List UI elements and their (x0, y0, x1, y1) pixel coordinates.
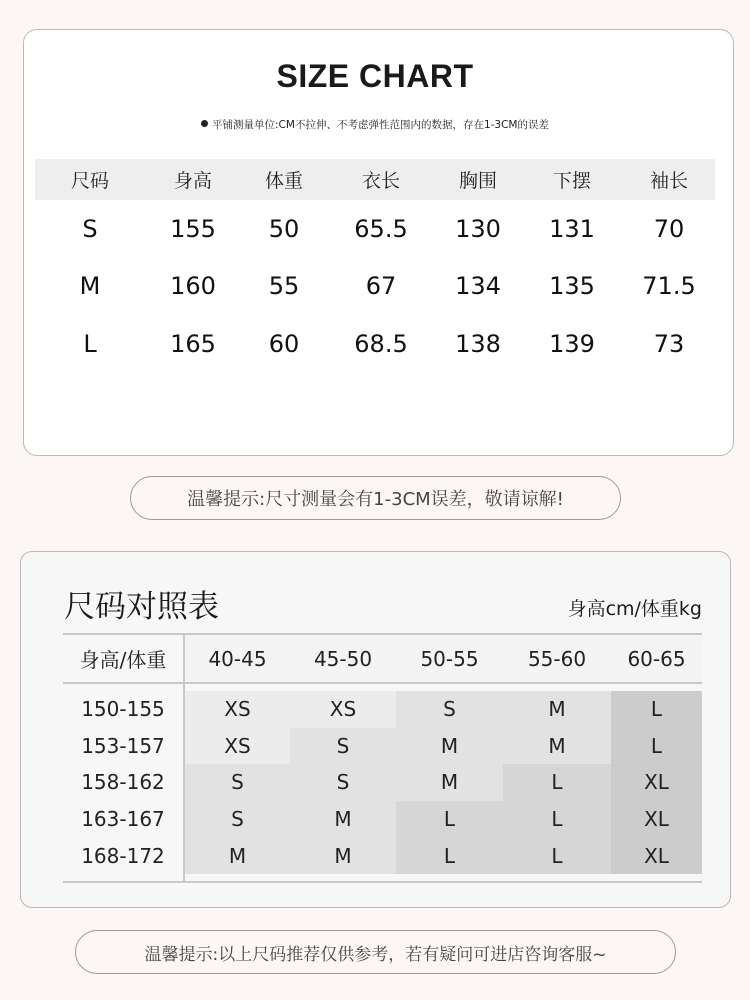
size-value-cell: 73 (653, 329, 685, 358)
corner-cell: 身高/体重 (63, 635, 185, 682)
header-cell: 下摆 (552, 170, 591, 192)
weight-header: 60-65 (611, 635, 702, 682)
recommended-size-cell: M (396, 764, 503, 801)
height-range-cell: 168-172 (63, 837, 185, 874)
size-value-cell: 134 (455, 272, 501, 301)
size-label-cell: S (82, 214, 98, 243)
comparison-header (63, 633, 702, 684)
header-cell: 袖长 (649, 170, 688, 192)
recommended-size-cell: M (396, 728, 503, 765)
size-table-header (35, 159, 715, 200)
recommended-size-cell: M (290, 837, 396, 874)
comparison-table (63, 633, 702, 883)
size-value-cell: 139 (549, 329, 595, 358)
recommended-size-cell: M (290, 801, 396, 838)
size-value-cell: 67 (365, 272, 397, 301)
comparison-row (63, 764, 702, 801)
size-value-cell: 71.5 (642, 272, 696, 301)
comparison-unit: 身高cm/体重kg (567, 598, 702, 620)
recommended-size-cell: XS (185, 691, 290, 728)
recommended-size-cell: L (611, 728, 702, 765)
recommended-size-cell: M (503, 691, 611, 728)
header-cell: 身高 (173, 170, 212, 192)
size-table-row (35, 315, 715, 373)
comparison-row (63, 691, 702, 728)
recommended-size-cell: L (503, 764, 611, 801)
size-value-cell: 165 (170, 329, 216, 358)
row-spacer (63, 684, 702, 691)
size-label-cell: L (83, 329, 97, 358)
size-value-cell: 160 (170, 272, 216, 301)
size-table (35, 159, 715, 373)
recommended-size-cell: L (503, 801, 611, 838)
tip-reference-only: 温馨提示:以上尺码推荐仅供参考，若有疑问可进店咨询客服~ (75, 930, 676, 974)
weight-header: 45-50 (290, 635, 396, 682)
comparison-row (63, 837, 702, 874)
size-value-cell: 55 (268, 272, 300, 301)
height-range-cell: 150-155 (63, 691, 185, 728)
recommended-size-cell: L (611, 691, 702, 728)
comparison-row (63, 728, 702, 765)
tip-measurement-error: 温馨提示:尺寸测量会有1-3CM误差，敬请谅解! (130, 476, 621, 520)
recommended-size-cell: S (185, 764, 290, 801)
size-table-row (35, 258, 715, 316)
weight-header: 55-60 (503, 635, 611, 682)
size-value-cell: 131 (549, 214, 595, 243)
comparison-body (63, 684, 702, 883)
recommended-size-cell: S (185, 801, 290, 838)
size-value-cell: 138 (455, 329, 501, 358)
size-value-cell: 68.5 (354, 329, 408, 358)
size-table-row (35, 200, 715, 258)
weight-header: 40-45 (185, 635, 290, 682)
header-cell: 体重 (264, 170, 303, 192)
recommended-size-cell: M (185, 837, 290, 874)
recommended-size-cell: XL (611, 801, 702, 838)
size-value-cell: 155 (170, 214, 216, 243)
size-value-cell: 70 (653, 214, 685, 243)
recommended-size-cell: XL (611, 764, 702, 801)
recommended-size-cell: M (503, 728, 611, 765)
weight-header: 50-55 (396, 635, 503, 682)
height-range-cell: 153-157 (63, 728, 185, 765)
size-value-cell: 130 (455, 214, 501, 243)
recommended-size-cell: XL (611, 837, 702, 874)
header-cell: 尺码 (70, 170, 109, 192)
height-range-cell: 163-167 (63, 801, 185, 838)
size-value-cell: 50 (268, 214, 300, 243)
bullet-icon (201, 120, 208, 127)
size-value-cell: 60 (268, 329, 300, 358)
recommended-size-cell: L (396, 801, 503, 838)
size-label-cell: M (79, 272, 101, 301)
recommended-size-cell: XS (290, 691, 396, 728)
comparison-title: 尺码对照表 (64, 589, 219, 625)
header-cell: 衣长 (361, 170, 400, 192)
size-value-cell: 135 (549, 272, 595, 301)
recommended-size-cell: S (396, 691, 503, 728)
size-value-cell: 65.5 (354, 214, 408, 243)
recommended-size-cell: L (396, 837, 503, 874)
size-chart-title: SIZE CHART (276, 58, 474, 94)
height-range-cell: 158-162 (63, 764, 185, 801)
comparison-row (63, 801, 702, 838)
recommended-size-cell: XS (185, 728, 290, 765)
recommended-size-cell: L (503, 837, 611, 874)
row-spacer (63, 874, 702, 881)
header-cell: 胸围 (458, 170, 497, 192)
measurement-note-text: 平铺测量单位:CM不拉伸、不考虑弹性范围内的数据，存在1-3CM的误差 (212, 119, 549, 131)
recommended-size-cell: S (290, 764, 396, 801)
measurement-note (0, 117, 750, 132)
recommended-size-cell: S (290, 728, 396, 765)
